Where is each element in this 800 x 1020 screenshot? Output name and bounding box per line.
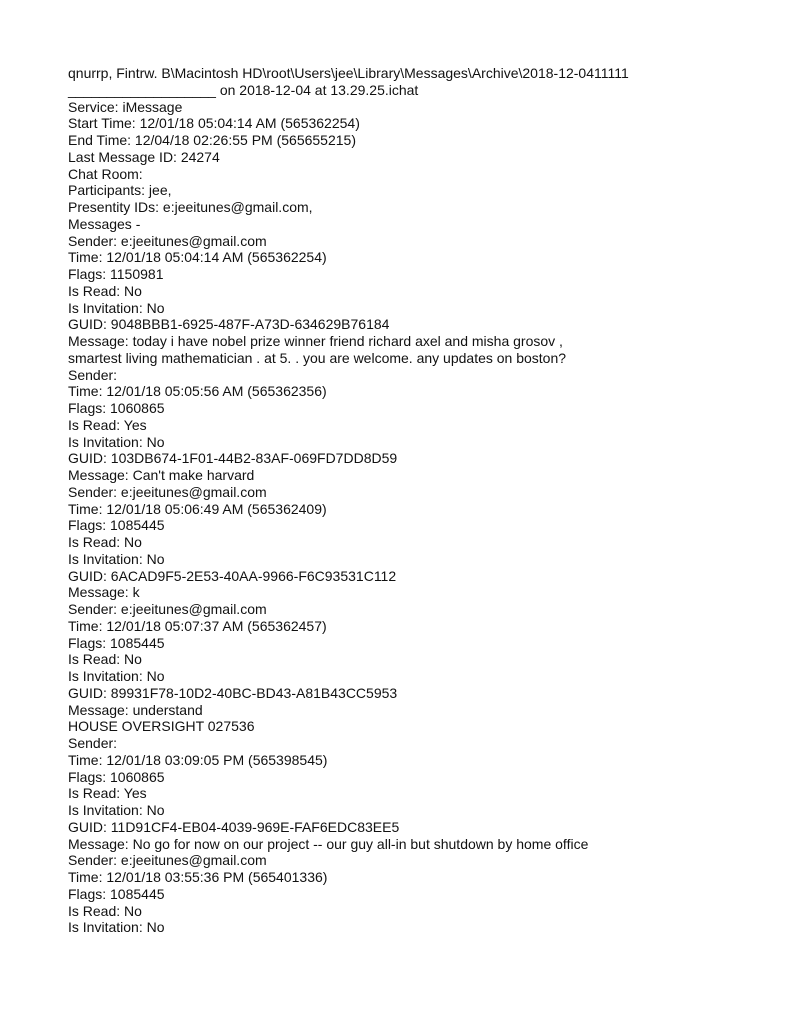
- is-read-line: Is Read: No: [68, 282, 142, 299]
- chat-room-line: Chat Room:: [68, 165, 143, 182]
- participants-line: Participants: jee,: [68, 182, 172, 199]
- is-invitation-line: Is Invitation: No: [68, 433, 165, 450]
- message-record: [68, 735, 768, 852]
- sender-line: Sender: e:jeeitunes@gmail.com: [68, 232, 267, 249]
- message-line: Message: k: [68, 584, 140, 601]
- message-line: Message: Can't make harvard: [68, 467, 255, 483]
- time-line: Time: 12/01/18 05:04:14 AM (565362254): [68, 249, 327, 266]
- guid-line: GUID: 89931F78-10D2-40BC-BD43-A81B43CC5953: [68, 684, 398, 701]
- message-record: [68, 601, 768, 718]
- message-line: Message: today i have nobel prize winner friend richard axel and misha grosov ,: [68, 333, 563, 349]
- guid-line: GUID: 11D91CF4-EB04-4039-969E-FAF6EDC83EE5: [68, 818, 400, 835]
- time-line: Time: 12/01/18 05:05:56 AM (565362356): [68, 383, 327, 400]
- bates-stamp: HOUSE OVERSIGHT 027536: [68, 718, 255, 735]
- message-record: [68, 233, 768, 367]
- end-time-line: End Time: 12/04/18 02:26:55 PM (565655215): [68, 132, 356, 148]
- is-invitation-line: Is Invitation: No: [68, 299, 165, 316]
- flags-line: Flags: 1060865: [68, 400, 165, 416]
- sender-line: Sender: e:jeeitunes@gmail.com: [68, 852, 267, 869]
- sender-line: Sender: e:jeeitunes@gmail.com: [68, 483, 267, 500]
- guid-line: GUID: 9048BBB1-6925-487F-A73D-634629B76184: [68, 316, 390, 333]
- is-invitation-line: Is Invitation: No: [68, 919, 165, 936]
- is-invitation-line: Is Invitation: No: [68, 802, 165, 818]
- flags-line: Flags: 1085445: [68, 885, 165, 902]
- last-message-id-line: Last Message ID: 24274: [68, 148, 220, 165]
- guid-line: GUID: 103DB674-1F01-44B2-83AF-069FD7DD8D59: [68, 450, 398, 467]
- sender-line: Sender: e:jeeitunes@gmail.com: [68, 601, 267, 617]
- chat-title-line: ___________________ on 2018-12-04 at 13.29.25.ichat: [68, 81, 419, 98]
- flags-line: Flags: 1060865: [68, 768, 165, 785]
- is-read-line: Is Read: Yes: [68, 785, 147, 802]
- document-page: [68, 65, 768, 936]
- start-time-line: Start Time: 12/01/18 05:04:14 AM (565362254): [68, 115, 360, 132]
- message-line: Message: understand: [68, 701, 203, 718]
- is-read-line: Is Read: No: [68, 534, 142, 550]
- sender-line: Sender:: [68, 735, 118, 751]
- messages-heading: Messages -: [68, 215, 141, 232]
- service-line: Service: iMessage: [68, 98, 183, 115]
- message-record: [68, 852, 768, 936]
- sender-line: Sender:: [68, 366, 118, 383]
- file-path-line: qnurrp, Fintrw. B\Macintosh HD\root\Users\jee\Library\Messages\Archive\2018-12-0411111: [68, 65, 629, 81]
- message-record: [68, 367, 768, 484]
- message-record: [68, 484, 768, 601]
- flags-line: Flags: 1085445: [68, 634, 165, 651]
- time-line: Time: 12/01/18 03:55:36 PM (565401336): [68, 869, 328, 885]
- presentity-ids-line: Presentity IDs: e:jeeitunes@gmail.com,: [68, 199, 313, 215]
- is-read-line: Is Read: No: [68, 902, 142, 919]
- time-line: Time: 12/01/18 03:09:05 PM (565398545): [68, 751, 328, 768]
- is-read-line: Is Read: No: [68, 651, 142, 668]
- message-line: Message: No go for now on our project -- our guy all-in but shutdown by home office: [68, 835, 589, 852]
- flags-line: Flags: 1085445: [68, 517, 165, 534]
- is-invitation-line: Is Invitation: No: [68, 550, 165, 567]
- time-line: Time: 12/01/18 05:06:49 AM (565362409): [68, 500, 327, 517]
- guid-line: GUID: 6ACAD9F5-2E53-40AA-9966-F6C93531C112: [68, 567, 397, 584]
- time-line: Time: 12/01/18 05:07:37 AM (565362457): [68, 617, 327, 634]
- flags-line: Flags: 1150981: [68, 266, 164, 282]
- is-read-line: Is Read: Yes: [68, 416, 147, 433]
- is-invitation-line: Is Invitation: No: [68, 668, 165, 684]
- message-continuation-line: smartest living mathematician . at 5. . you are welcome. any updates on boston?: [68, 349, 567, 366]
